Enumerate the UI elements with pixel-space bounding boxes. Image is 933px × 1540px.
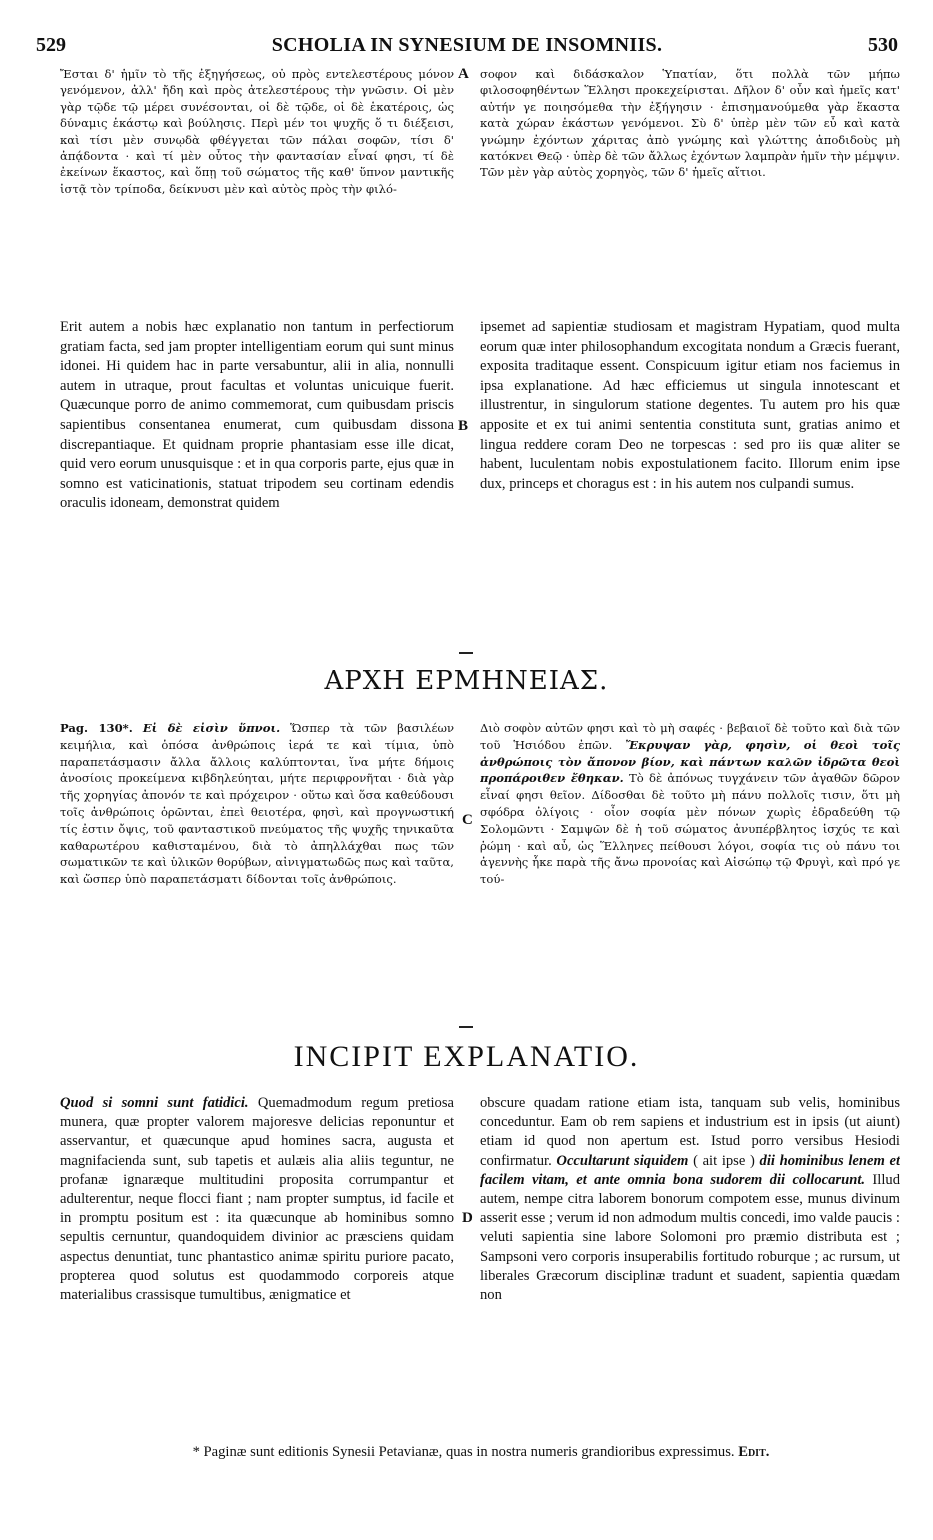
hesiod-quote-latin-b: dii hominibus lenem et facilem vitam, et ante omnia bona sudorem dii collocarunt.	[480, 1152, 900, 1188]
footnote-sign: Edit.	[738, 1444, 770, 1460]
greek-commentary-right-start: Διὸ σοφὸν αὐτῶν φησι καὶ τὸ μὴ σαφές · βεβαιοῖ δὲ τοῦτο καὶ διὰ τῶν τοῦ Ἡσιόδου ἐπῶν.	[480, 721, 900, 752]
latin-aside: ( ait ipse )	[693, 1152, 755, 1169]
footnote	[60, 1444, 902, 1461]
latin-commentary-text: Quemadmodum regum pretiosa munera, quæ propter valorem majoresve delicias reponuntur et asservantur, et quæcunque apud homines sacra, augusta et magnifacienda sunt, sub tapetis et aulæis alia aliis teguntur, ne profanæ ignaræque multitudini proposita corrumpantur et adulterentur, neque flocci fiant ; nam propter sumptus, id facile et in promptu positum est : ita quæcunque ab hominibus somno sepultis cernuntur, quandoquidem divinior ac præsciens quidam aspectus denuntiat, tunc phantastico animæ spiritu puriore pacato, propterea quod solutus est quodammodo corporeis atque materialibus crassisque tumultibus, ænigmatice et	[60, 1095, 454, 1304]
hesiod-quote-greek: Ἔκρυψαν γὰρ, φησὶν, οἱ θεοὶ τοῖς ἀνθρώποις τὸν ἄπονον βίον, καὶ πάντων καλῶν ἰδρῶτα θεοὶ προπάροιθεν ἔθηκαν.	[480, 737, 900, 786]
running-title: SCHOLIA IN SYNESIUM DE INSOMNIIS.	[271, 34, 663, 56]
footnote-text: * Paginæ sunt editionis Synesii Petavianæ, quas in nostra numeris grandioribus expressimus.	[192, 1444, 735, 1460]
greek-commentary-text: Ὥσπερ τὰ τῶν βασιλέων κειμήλια, καὶ ὁπόσα ἀνθρώποις ἱερά τε καὶ τίμια, ὑπὸ παραπετάσμασιν ἄλλα ἄλλοις καλύπτονται, ἵνα μήτε δήμοις ἀνοσίοις προκείμενα κιβδηλεύηται, μήτε περιφρονῆται · διὰ γὰρ τῆς χορηγίας ἀπονόν τε καὶ πρόχειρον · οὕτω καὶ ὅσα καθεύδουσι τοῖς ἀνθρώποις ὁρῶνται, ἐπεὶ θειοτέρα, φησὶ, καὶ προγνωστική τίς ἐστιν ὄψις, τοῦ φανταστικοῦ πνεύματος τῆς ψυχῆς τηνικαῦτα καθαρωτέρου καθισταμένου, διὰ τὸ ἀπηλλάχθαι πως τῶν σωματικῶν τε καὶ ὑλικῶν θορύβων, αἰνιγματωδῶς πως καὶ ταῦτα, καὶ ὥσπερ ὑπὸ παραπετάσματι δίδονται τοῖς ἀνθρώποις.	[60, 721, 454, 887]
latin-lemma: Quod si somni sunt fatidici.	[60, 1095, 249, 1111]
section-rule	[459, 652, 473, 654]
margin-letter-c: C	[462, 812, 473, 828]
greek-commentary-right	[480, 720, 900, 1010]
section-rule	[459, 1026, 473, 1028]
greek-preface-left: Ἔσται δ' ἡμῖν τὸ τῆς ἐξηγήσεως, οὐ πρὸς εντελεστέρους μόνον γενόμενον, ἀλλ' ἤδη καὶ πρὸς ἀτελεστέρους τὴν γνῶσιν. Οἱ μὲν γὰρ τῷδε τῷ μέρει συνέσονται, οἱ δὲ τῷδε, οἱ δὲ ἑκατέροις, ὡς δύναμις ἑκάστῳ καὶ βούλησις. Περὶ μέν τοι ψυχῆς ὅ τι διέξεισι, καὶ τίσι μὲν συνῳδὰ φθέγγεται τῶν πάλαι σοφῶν, τίσι δ' ἀπᾴδοντα · καὶ τί μὲν οὗτος τὴν φαντασίαν εἶναί φησι, τί δὲ ἐκείνων ἕκαστος, καὶ ὅπῃ τοῦ σώματος τῆς καθ' ὕπνον μαντικῆς ἱστᾷ τὸν τρίποδα, δείκνυσι μὲν καὶ αὐτὸς πρὸς τὴν φιλό-	[60, 67, 454, 196]
page-reference: Pag. 130*.	[60, 721, 133, 735]
latin-commentary-right-end: Illud autem, nempe citra laborem bonorum compotem esse, munus divinum asserit esse ; verum id non admodum multis concedi, imo valde paucis : veluti sapientia sine labore Solomoni pro præmio distributa est ; Sampsoni vero corporis insuperabilis fortitudo roburque ; ac rursum, ut liberales Græcorum disciplinæ tradunt et suadent, sapientia quædam non	[480, 1171, 900, 1304]
latin-commentary-right	[480, 1094, 900, 1436]
margin-letter-b: B	[458, 418, 469, 434]
greek-commentary-left	[60, 720, 454, 1010]
greek-section-title: ΑΡΧΗ ΕΡΜΗΝΕΙΑΣ.	[324, 666, 609, 696]
page-number-left: 529	[36, 34, 66, 56]
margin-letter-a: A	[458, 66, 469, 82]
page-number-right: 530	[868, 34, 898, 56]
greek-lemma: Εἰ δὲ εἰσὶν ὕπνοι.	[142, 721, 281, 735]
hesiod-quote-latin-a: Occultarunt siquidem	[556, 1152, 689, 1169]
margin-letter-d: D	[462, 1210, 473, 1226]
latin-section-title: INCIPIT EXPLANATIO.	[293, 1040, 640, 1073]
latin-commentary-left	[60, 1094, 454, 1436]
latin-preface-right: ipsemet ad sapientiæ studiosam et magistram Hypatiam, quod multa eorum quæ inter philosophandum excogitata nondum a Græcis fuerant, exposita traditaque essent. Conspicuum igitur etiam nos faciemus in ipsa explanatione. Ad hæc efficiemus ut singula innotescant et illustrentur, in singulorum statione degentes. Tu autem pro his quæ apposite et ex tui animi sententia constituta sunt, gratias animo et lingua reddere coram Deo ne torpescas : sed pro iis quæ aliter se habent, luculentam nobis expostulationem facito. Illorum enim ipse dux, princeps et choragus est : in his autem nos culpandi sumus.	[480, 319, 900, 492]
running-header	[36, 34, 898, 62]
greek-preface-right: σοφον καὶ διδάσκαλον Ὑπατίαν, ὅτι πολλὰ τῶν μήπω φιλοσοφηθέντων Ἕλλησι προκεχείρισται. Δῆλον δ' οὖν καὶ ἡμεῖς κατ' αὐτήν γε ποιησόμεθα τὴν ἐξήγησιν · ἐπισημανούμεθα γὰρ ἕκαστα κατὰ χώραν ἑκάστων γενόμενοι. Σὺ δ' ὑπὲρ μὲν τῶν εὖ καὶ κατὰ γνώμην ἐχόντων χάριτας ἀπὸ γνώμης καὶ γλώττης ἀποδιδοὺς μὴ κατόκνει Θεῷ · ὑπὲρ δὲ τῶν ἄλλως ἐχόντων λαμπρὰν ἡμῖν τὴν μέμψιν. Τῶν μὲν γὰρ αὐτὸς χορηγὸς, τῶν δ' ἡμεῖς αἴτιοι.	[480, 67, 900, 180]
latin-preface-left: Erit autem a nobis hæc explanatio non tantum in perfectiorum gratiam facta, sed jam propter intelligentiam eorum qui sunt minus idonei. Hi quidem hac in parte versabuntur, alii in alia, nonnulli autem in utraque, prout facultas et voluntas unicuique fuerit. Quæcunque porro de animo commemorat, cum quibusdam priscis sapientibus consentanea enumerat, cum quibusdam dissona discrepantiaque. Et quidnam proprie phantasiam esse ille dicat, quid vero eorum unusquisque : et in qua corporis parte, ejus quæ in somno est vaticinationis, statuat tripodem seu cortinam edendis oraculis idoneam, demonstrat quidem	[60, 319, 454, 512]
greek-commentary-right-end: Τὸ δὲ ἀπόνως τυγχάνειν τῶν ἀγαθῶν δῶρον εἶναί φησι θεῖον. Δίδοσθαι δὲ τοῦτο μὴ πάνυ πολλοῖς τισιν, ὅτι μὴ σφόδρα ὀλίγοις · οἷον σοφία μὲν πόνων χωρὶς ἐδραδεύθη τῷ Σολομῶντι · Σαμψῶν δὲ ἡ τοῦ σώματος ἀνυπέρβλητος ἰσχύς τε καὶ ῥώμη · καὶ αὖ, ὡς Ἕλληνες πείθουσι λόγοι, σοφία τις οὐ πάνυ τοι ἀγεννὴς ἧκε παρὰ τῆς ἄνω προνοίας καὶ Αἰσώπῳ τῷ Φρυγὶ, καὶ πρό γε τού-	[480, 771, 900, 887]
latin-commentary-right-start: obscure quadam ratione etiam ista, tanquam sub velis, hominibus conceduntur. Eam ob rem sapiens et industrium est in ipsis (ut aiunt) etiam id quod non apertum est. Istud porro versibus Hesiodi confirmatur.	[480, 1095, 900, 1169]
